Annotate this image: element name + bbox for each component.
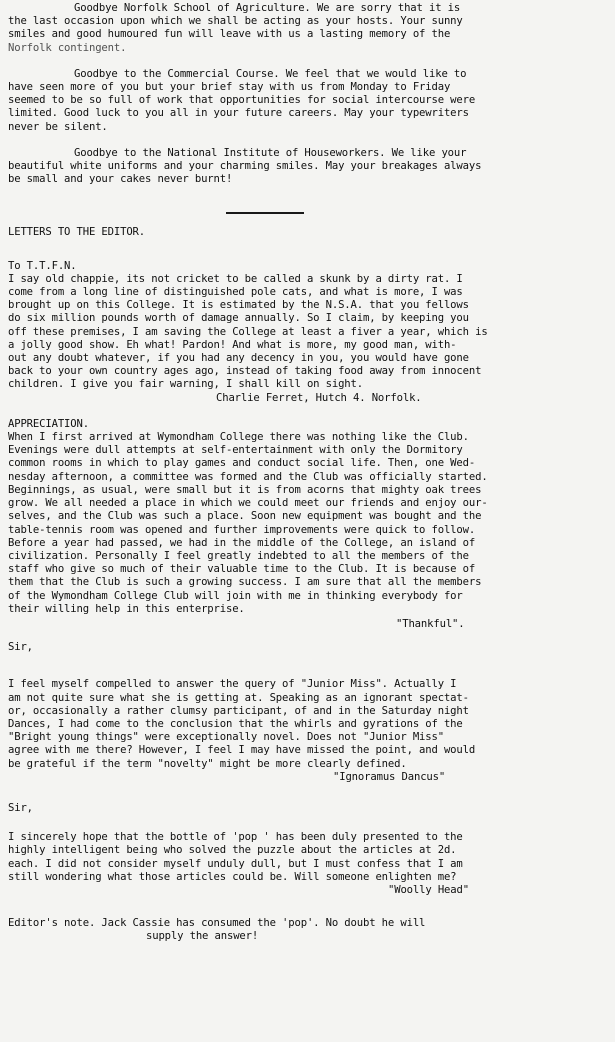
text-line: off these premises, I am saving the College at least a fiver a year, which is [8,325,488,338]
letter-signature: "Ignoramus Dancus" [333,770,446,783]
text-line: smiles and good humoured fun will leave with us a lasting memory of the [8,28,451,41]
text-line: each. I did not consider myself unduly dull, but I must confess that I am [8,857,463,870]
text-line: still wondering what those articles could be. Will someone enlighten me? [8,870,457,883]
text-line: be small and your cakes never burnt! [8,173,233,186]
text-line: of the Wymondham College Club will join with me in thinking everybody for [8,589,463,602]
text-line: beautiful white uniforms and your charming smiles. May your breakages always [8,160,482,173]
goodbye-housework-paragraph [8,147,607,187]
text-line: brought up on this College. It is estimated by the N.S.A. that you fellows [8,299,469,312]
letter-ferret [8,260,607,405]
text-line: grow. We all needed a place in which we could meet our friends and enjoy our- [8,497,488,510]
text-line: When I first arrived at Wymondham College there was nothing like the Club. [8,431,469,444]
text-line: back to your own country ages ago, instead of taking food away from innocent [8,365,482,378]
letter-signature: "Thankful". [396,617,465,630]
text-line: Goodbye to the National Institute of Houseworkers. We like your [74,146,467,159]
text-line: agree with me there? However, I feel I may have missed the point, and would [8,744,476,757]
text-line: be grateful if the term "novelty" might be more clearly defined. [8,757,407,770]
text-line: have seen more of you but your brief stay with us from Monday to Friday [8,81,451,94]
text-line: or, occasionally a rather clumsy participant, of and in the Saturday night [8,704,469,717]
text-line: seemed to be so full of work that opportunities for social intercourse were [8,94,476,107]
text-line: I say old chappie, its not cricket to be called a skunk by a dirty rat. I [8,272,463,285]
text-line: am not quite sure what she is getting at. Speaking as an ignorant spectat- [8,691,469,704]
text-line: their willing help in this enterprise. [8,602,245,615]
letter-signature: "Woolly Head" [388,883,469,896]
letter-ignoramus [8,641,607,784]
letter-woolly-head [8,802,607,897]
goodbye-commercial-paragraph [8,68,607,134]
editors-note-line: supply the answer! [146,930,259,943]
text-line: Dances, I had come to the conclusion that the whirls and gyrations of the [8,717,463,730]
text-line: nesday afternoon, a committee was formed and the Club was officially started. [8,470,488,483]
text-line: "Bright young things" were exceptionally novel. Does not "Junior Miss" [8,731,444,744]
letter-salutation: Sir, [8,641,33,654]
editors-note [8,917,607,943]
text-line: highly intelligent being who solved the puzzle about the articles at 2d. [8,844,457,857]
letter-signature: Charlie Ferret, Hutch 4. Norfolk. [216,391,422,404]
text-line: staff who give so much of their valuable time to the Club. It is because of [8,563,476,576]
text-line: Beginnings, as usual, were small but it is from acorns that mighty oak trees [8,483,482,496]
goodbye-agriculture-paragraph [8,2,607,55]
text-line: table-tennis room was opened and further improvements were quick to follow. [8,523,476,536]
text-line: out any doubt whatever, if you had any decency in you, you would have gone [8,352,469,365]
text-line: selves, and the Club was such a place. Soon new equipment was bought and the [8,510,482,523]
letter-salutation: Sir, [8,801,33,814]
text-line: Norfolk contingent. [8,41,127,54]
text-line: come from a long line of distinguished pole cats, and what is more, I was [8,286,463,299]
letters-heading: LETTERS TO THE EDITOR. [8,226,146,239]
text-line: Goodbye to the Commercial Course. We feel that we would like to [74,67,467,80]
text-line: civilization. Personally I feel greatly indebted to all the members of the [8,549,469,562]
text-line: the last occasion upon which we shall be acting as your hosts. Your sunny [8,15,463,28]
text-line: I sincerely hope that the bottle of 'pop ' has been duly presented to the [8,831,463,844]
text-line: Goodbye Norfolk School of Agriculture. We are sorry that it is [74,2,461,14]
text-line: I feel myself compelled to answer the query of "Junior Miss". Actually I [8,678,457,691]
text-line: do six million pounds worth of damage annually. So I claim, by keeping you [8,312,469,325]
text-line: a jolly good show. Eh what! Pardon! And what is more, my good man, with- [8,338,457,351]
editors-note-line: Editor's note. Jack Cassie has consumed the 'pop'. No doubt he will [8,917,426,930]
appreciation-heading: APPRECIATION. [8,417,89,430]
text-line: Evenings were dull attempts at self-entertainment with only the Dormitory [8,444,463,457]
text-line: Before a year had passed, we had in the middle of the College, an island of [8,536,476,549]
section-divider [226,212,304,214]
appreciation-letter [8,418,607,631]
text-line: never be silent. [8,120,108,133]
text-line: limited. Good luck to you all in your future careers. May your typewriters [8,107,469,120]
letter-recipient: To T.T.F.N. [8,259,77,272]
text-line: children. I give you fair warning, I shall kill on sight. [8,378,363,391]
text-line: common rooms in which to play games and conduct social life. Then, one Wed- [8,457,476,470]
text-line: them that the Club is such a growing success. I am sure that all the members [8,576,482,589]
